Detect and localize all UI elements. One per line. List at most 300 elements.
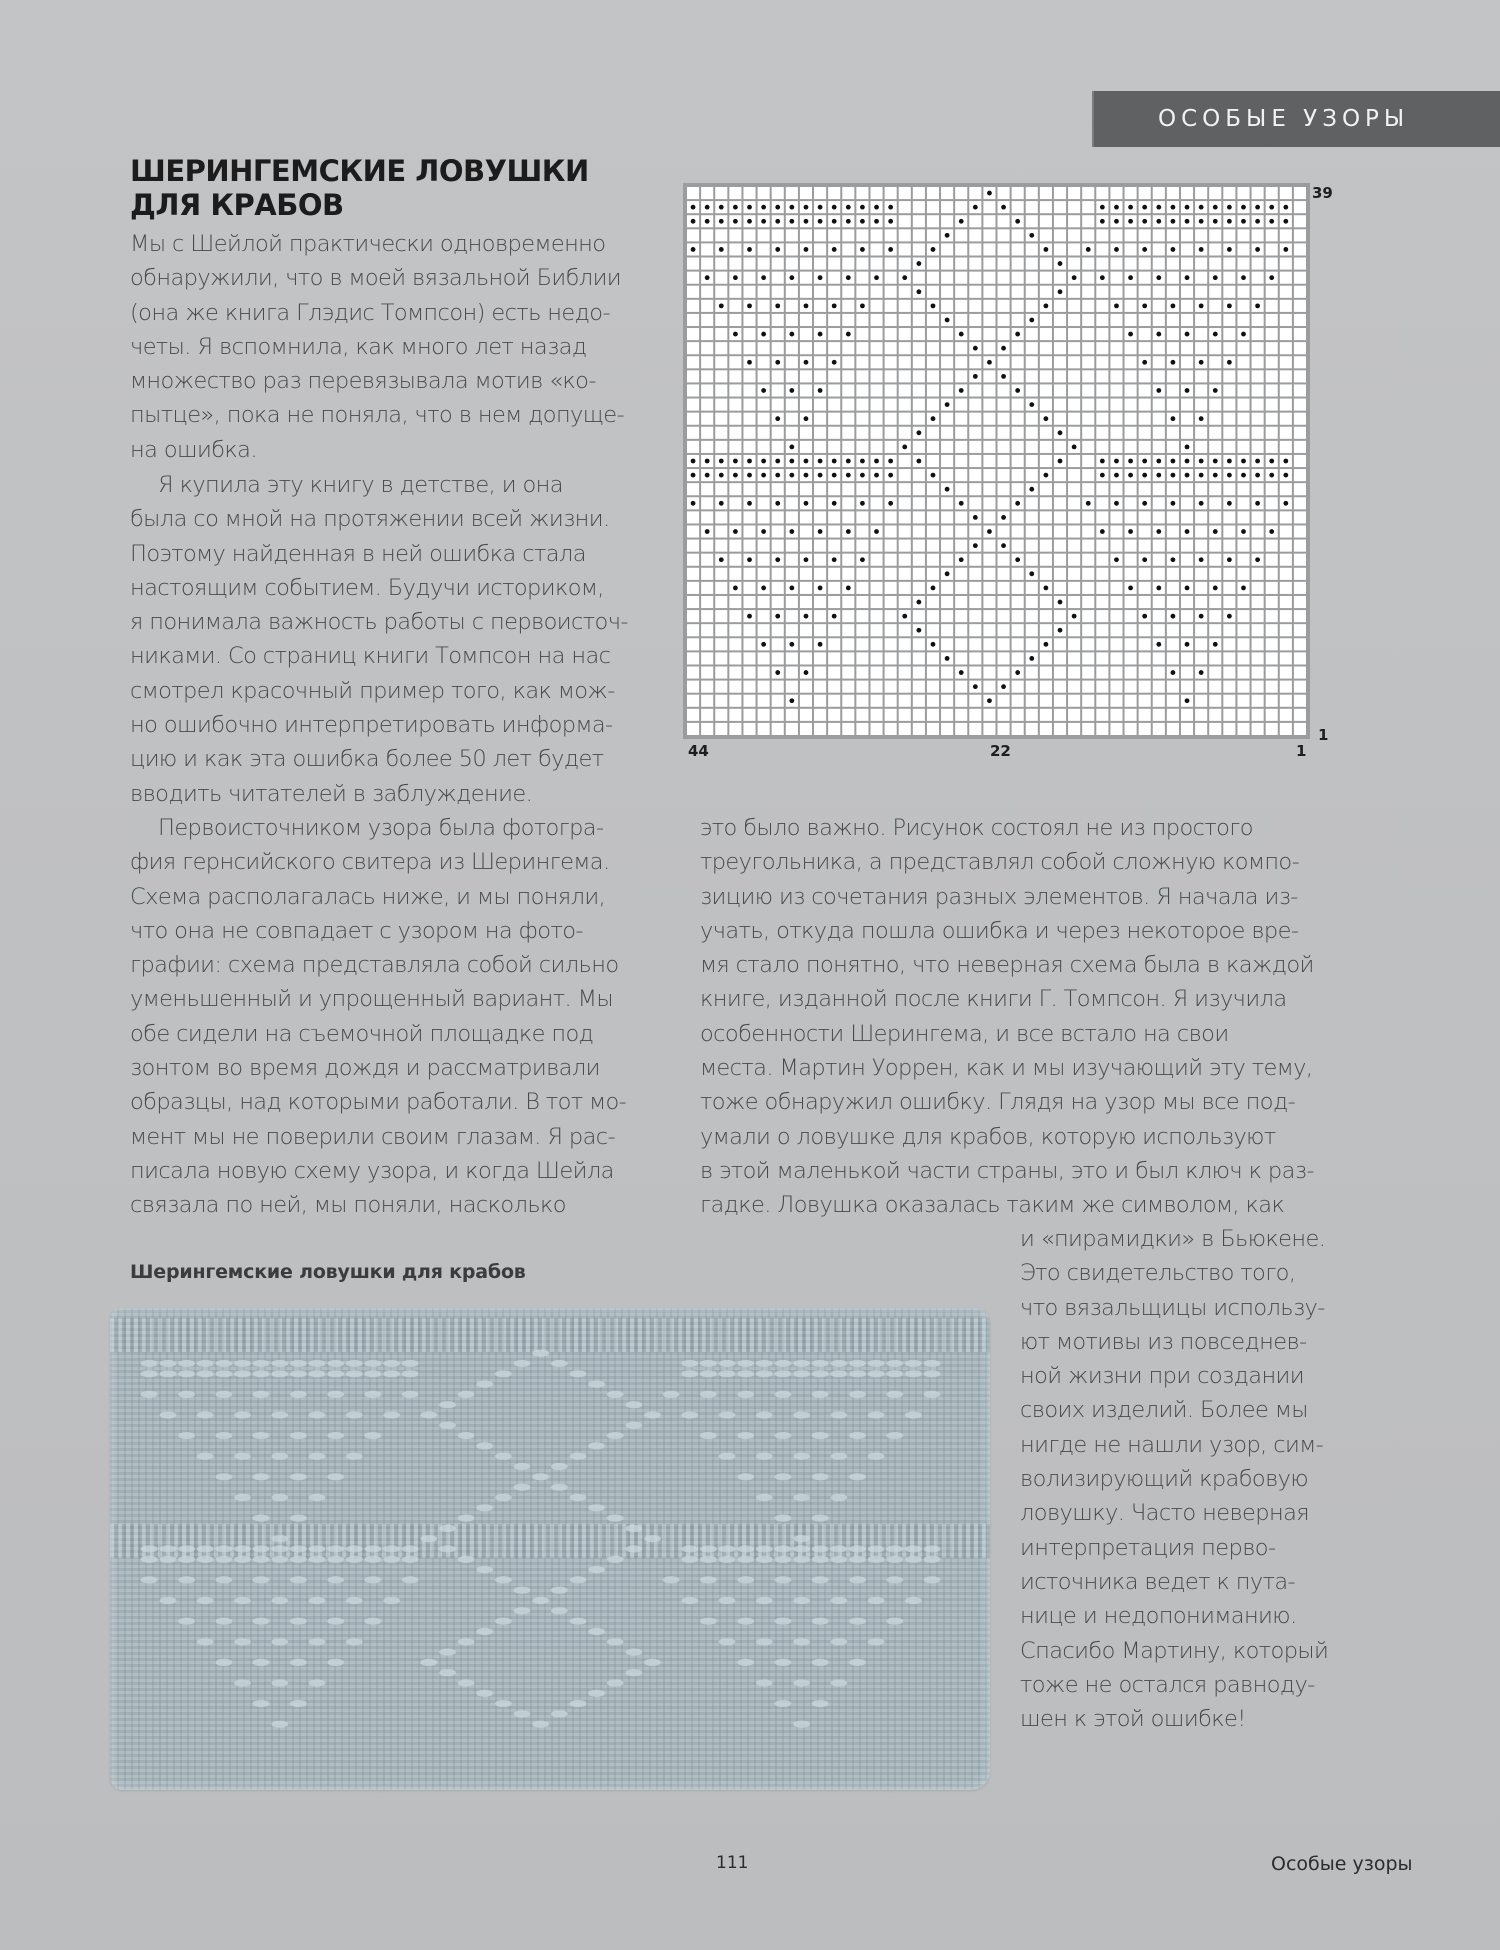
chart-cell <box>998 215 1010 227</box>
swatch-purl-bump <box>290 1515 307 1522</box>
text-line: связала по ней, мы поняли, насколько <box>130 1192 566 1219</box>
swatch-purl-bump <box>812 1473 829 1480</box>
chart-cell <box>856 511 868 523</box>
chart-cell <box>1237 652 1249 664</box>
chart-cell <box>1096 258 1108 270</box>
purl-dot <box>733 529 738 534</box>
chart-cell <box>1139 596 1151 608</box>
purl-dot <box>1001 515 1006 520</box>
text-line: четы. Я вспомнила, как много лет назад <box>130 333 587 360</box>
purl-dot <box>973 374 978 379</box>
chart-cell <box>1167 681 1179 693</box>
chart-cell <box>1294 455 1306 467</box>
chart-cell <box>913 723 925 735</box>
purl-dot <box>775 459 780 464</box>
chart-cell <box>1040 370 1052 382</box>
chart-cell <box>1012 681 1024 693</box>
chart-cell <box>701 187 713 199</box>
swatch-purl-bump <box>309 1453 326 1460</box>
swatch-purl-bump <box>178 1432 195 1439</box>
chart-cell <box>856 596 868 608</box>
chart-cell <box>1294 624 1306 636</box>
chart-cell <box>1040 596 1052 608</box>
chart-cell <box>1252 695 1264 707</box>
swatch-purl-bump <box>271 1494 288 1501</box>
chart-cell <box>743 596 755 608</box>
text-line: писала новую схему узора, и когда Шейла <box>130 1157 614 1184</box>
swatch-purl-bump <box>831 1638 848 1645</box>
chart-cell <box>870 328 882 340</box>
chart-cell <box>687 681 699 693</box>
chart-cell <box>1223 652 1235 664</box>
chart-cell <box>969 709 981 721</box>
chart-cell <box>1125 243 1137 255</box>
chart-cell <box>1082 215 1094 227</box>
chart-cell <box>1139 370 1151 382</box>
chart-cell <box>800 187 812 199</box>
chart-cell <box>715 370 727 382</box>
chart-cell <box>1139 709 1151 721</box>
chart-cell <box>885 427 897 439</box>
purl-dot <box>1114 219 1119 224</box>
chart-cell <box>870 666 882 678</box>
chart-cell <box>1054 497 1066 509</box>
purl-dot <box>804 557 809 562</box>
chart-cell <box>913 709 925 721</box>
chart-cell <box>885 272 897 284</box>
swatch-purl-bump <box>365 1545 382 1552</box>
swatch-purl-bump <box>178 1391 195 1398</box>
chart-cell <box>1040 624 1052 636</box>
chart-cell <box>941 497 953 509</box>
chart-cell <box>885 596 897 608</box>
swatch-purl-bump <box>626 1401 643 1408</box>
chart-cell <box>842 483 854 495</box>
chart-cell <box>1026 356 1038 368</box>
chart-cell <box>955 652 967 664</box>
chart-cell <box>955 399 967 411</box>
swatch-purl-bump <box>551 1360 568 1367</box>
chart-cell <box>1153 229 1165 241</box>
purl-dot <box>1058 289 1063 294</box>
chart-cell <box>1082 229 1094 241</box>
text-line: треугольника, а представлял собой сложную компо- <box>700 849 1300 876</box>
chart-cell <box>1068 511 1080 523</box>
chart-cell <box>758 314 770 326</box>
swatch-purl-bump <box>383 1556 400 1563</box>
chart-cell <box>1252 638 1264 650</box>
chart-cell <box>1280 328 1292 340</box>
chart-cell <box>1139 314 1151 326</box>
chart-cell <box>998 328 1010 340</box>
chart-cell <box>927 483 939 495</box>
purl-dot <box>1199 360 1204 365</box>
chart-cell <box>800 596 812 608</box>
chart-cell <box>1153 554 1165 566</box>
chart-cell <box>885 314 897 326</box>
chart-cell <box>1195 638 1207 650</box>
swatch-purl-bump <box>700 1618 717 1625</box>
row-label-bottom: 1 <box>1318 726 1329 744</box>
chart-cell <box>1125 314 1137 326</box>
purl-dot <box>1269 219 1274 224</box>
chart-cell <box>1125 370 1137 382</box>
section-tab <box>1092 91 1500 147</box>
text-line: смотрел красочный пример того, как мож- <box>130 677 615 704</box>
chart-cell <box>899 582 911 594</box>
chart-cell <box>1153 596 1165 608</box>
chart-cell <box>1153 681 1165 693</box>
chart-cell <box>1054 441 1066 453</box>
chart-cell <box>1195 681 1207 693</box>
chart-cell <box>927 201 939 213</box>
chart-cell <box>687 525 699 537</box>
chart-cell <box>1167 638 1179 650</box>
chart-cell <box>828 525 840 537</box>
chart-cell <box>1181 229 1193 241</box>
chart-cell <box>715 511 727 523</box>
chart-cell <box>969 483 981 495</box>
chart-cell <box>941 413 953 425</box>
swatch-purl-bump <box>160 1411 177 1418</box>
chart-cell <box>687 666 699 678</box>
chart-cell <box>786 399 798 411</box>
chart-cell <box>800 709 812 721</box>
chart-cell <box>842 695 854 707</box>
chart-cell <box>1110 427 1122 439</box>
swatch-purl-bump <box>905 1411 922 1418</box>
purl-dot <box>1001 205 1006 210</box>
chart-cell <box>885 540 897 552</box>
chart-cell <box>772 582 784 594</box>
purl-dot <box>691 501 696 506</box>
chart-cell <box>1125 596 1137 608</box>
chart-cell <box>1223 666 1235 678</box>
chart-cell <box>870 399 882 411</box>
chart-cell <box>1082 469 1094 481</box>
swatch-purl-bump <box>197 1638 214 1645</box>
chart-cell <box>1153 370 1165 382</box>
chart-cell <box>1195 286 1207 298</box>
swatch-purl-bump <box>812 1360 829 1367</box>
chart-cell <box>1082 540 1094 552</box>
chart-cell <box>899 497 911 509</box>
chart-cell <box>899 511 911 523</box>
swatch-purl-bump <box>439 1649 456 1656</box>
chart-cell <box>1223 229 1235 241</box>
swatch-purl-bump <box>476 1690 493 1697</box>
purl-dot <box>804 360 809 365</box>
purl-dot <box>1199 614 1204 619</box>
chart-cell <box>1096 370 1108 382</box>
chart-cell <box>729 723 741 735</box>
chart-cell <box>1026 540 1038 552</box>
chart-cell <box>1294 540 1306 552</box>
chart-cell <box>870 568 882 580</box>
purl-dot <box>691 473 696 478</box>
chart-cell <box>899 215 911 227</box>
chart-cell <box>927 497 939 509</box>
chart-cell <box>1110 272 1122 284</box>
chart-cell <box>856 709 868 721</box>
chart-cell <box>927 328 939 340</box>
swatch-purl-bump <box>514 1484 531 1491</box>
chart-cell <box>1223 483 1235 495</box>
purl-dot <box>1269 529 1274 534</box>
text-line: ловушку. Часто неверная <box>1020 1500 1309 1527</box>
chart-cell <box>687 370 699 382</box>
chart-cell <box>927 384 939 396</box>
chart-cell <box>998 652 1010 664</box>
chart-cell <box>1068 258 1080 270</box>
swatch-purl-bump <box>514 1463 531 1470</box>
purl-dot <box>719 205 724 210</box>
purl-dot <box>789 332 794 337</box>
chart-cell <box>1110 666 1122 678</box>
chart-cell <box>1167 286 1179 298</box>
chart-cell <box>998 666 1010 678</box>
chart-cell <box>1223 511 1235 523</box>
purl-dot <box>1128 529 1133 534</box>
chart-cell <box>885 286 897 298</box>
swatch-purl-bump <box>570 1700 587 1707</box>
chart-cell <box>1280 666 1292 678</box>
chart-cell <box>1167 187 1179 199</box>
purl-dot <box>761 642 766 647</box>
chart-cell <box>701 652 713 664</box>
purl-dot <box>775 247 780 252</box>
chart-cell <box>899 638 911 650</box>
purl-dot <box>832 360 837 365</box>
chart-cell <box>786 652 798 664</box>
chart-cell <box>772 525 784 537</box>
purl-dot <box>1213 459 1218 464</box>
chart-cell <box>1012 695 1024 707</box>
purl-dot <box>1100 219 1105 224</box>
purl-dot <box>719 303 724 308</box>
chart-cell <box>885 384 897 396</box>
chart-cell <box>1068 709 1080 721</box>
chart-cell <box>1068 525 1080 537</box>
chart-cell <box>729 568 741 580</box>
chart-cell <box>1252 483 1264 495</box>
chart-cell <box>983 483 995 495</box>
chart-cell <box>1266 483 1278 495</box>
swatch-purl-bump <box>439 1669 456 1676</box>
swatch-purl-bump <box>290 1556 307 1563</box>
swatch-purl-bump <box>626 1525 643 1532</box>
chart-cell <box>983 258 995 270</box>
chart-cell <box>1153 666 1165 678</box>
purl-dot <box>973 515 978 520</box>
purl-dot <box>1114 473 1119 478</box>
purl-dot <box>832 459 837 464</box>
chart-cell <box>828 286 840 298</box>
swatch-purl-bump <box>495 1700 512 1707</box>
chart-cell <box>1280 413 1292 425</box>
chart-cell <box>743 525 755 537</box>
purl-dot <box>1227 473 1232 478</box>
chart-cell <box>1082 582 1094 594</box>
chart-cell <box>969 356 981 368</box>
chart-cell <box>1125 540 1137 552</box>
swatch-purl-bump <box>327 1545 344 1552</box>
swatch-purl-bump <box>253 1556 270 1563</box>
purl-dot <box>789 205 794 210</box>
swatch-purl-bump <box>346 1370 363 1377</box>
chart-cell <box>1153 723 1165 735</box>
swatch-purl-bump <box>178 1360 195 1367</box>
chart-cell <box>941 201 953 213</box>
chart-cell <box>758 540 770 552</box>
chart-cell <box>1026 413 1038 425</box>
purl-dot <box>1044 642 1049 647</box>
chart-cell <box>1294 229 1306 241</box>
chart-cell <box>1125 384 1137 396</box>
swatch-purl-bump <box>421 1659 438 1666</box>
chart-cell <box>1026 342 1038 354</box>
purl-dot <box>1044 416 1049 421</box>
chart-cell <box>1110 229 1122 241</box>
swatch-purl-bump <box>532 1597 549 1604</box>
purl-dot <box>1213 586 1218 591</box>
chart-cell <box>715 596 727 608</box>
chart-cell <box>800 370 812 382</box>
chart-cell <box>969 413 981 425</box>
purl-dot <box>775 670 780 675</box>
chart-cell <box>687 272 699 284</box>
swatch-purl-bump <box>383 1597 400 1604</box>
swatch-purl-bump <box>290 1700 307 1707</box>
chart-cell <box>856 681 868 693</box>
swatch-purl-bump <box>663 1391 680 1398</box>
chart-cell <box>701 596 713 608</box>
chart-cell <box>729 610 741 622</box>
purl-dot <box>832 247 837 252</box>
chart-cell <box>969 638 981 650</box>
chart-cell <box>913 384 925 396</box>
swatch-purl-bump <box>737 1556 754 1563</box>
purl-dot <box>1058 459 1063 464</box>
swatch-purl-bump <box>868 1370 885 1377</box>
swatch-purl-bump <box>141 1545 158 1552</box>
chart-cell <box>1026 525 1038 537</box>
chart-cell <box>1040 272 1052 284</box>
chart-cell <box>998 624 1010 636</box>
purl-dot <box>1015 388 1020 393</box>
chart-cell <box>969 300 981 312</box>
chart-cell <box>983 370 995 382</box>
purl-dot <box>888 459 893 464</box>
swatch-purl-bump <box>737 1370 754 1377</box>
swatch-purl-bump <box>365 1556 382 1563</box>
chart-cell <box>743 413 755 425</box>
text-line: гадке. Ловушка оказалась таким же символом, как <box>700 1192 1285 1219</box>
chart-cell <box>1209 229 1221 241</box>
chart-cell <box>969 229 981 241</box>
swatch-purl-bump <box>253 1432 270 1439</box>
purl-dot <box>705 219 710 224</box>
chart-cell <box>1096 497 1108 509</box>
chart-cell <box>772 272 784 284</box>
chart-cell <box>1012 201 1024 213</box>
chart-cell <box>1153 483 1165 495</box>
purl-dot <box>818 473 823 478</box>
swatch-purl-bump <box>327 1576 344 1583</box>
chart-cell <box>1082 709 1094 721</box>
chart-cell <box>814 497 826 509</box>
chart-cell <box>743 540 755 552</box>
swatch-purl-bump <box>626 1422 643 1429</box>
chart-cell <box>687 427 699 439</box>
chart-cell <box>758 596 770 608</box>
chart-cell <box>1167 695 1179 707</box>
chart-cell <box>1096 342 1108 354</box>
row-label-top: 39 <box>1312 184 1333 202</box>
chart-cell <box>842 413 854 425</box>
swatch-purl-bump <box>849 1556 866 1563</box>
chart-cell <box>998 483 1010 495</box>
text-line: Это свидетельство того, <box>1020 1260 1296 1287</box>
chart-cell <box>1280 596 1292 608</box>
chart-cell <box>1153 610 1165 622</box>
chart-cell <box>1068 201 1080 213</box>
purl-dot <box>1128 332 1133 337</box>
chart-cell <box>856 638 868 650</box>
purl-dot <box>1015 670 1020 675</box>
swatch-purl-bump <box>458 1556 475 1563</box>
chart-cell <box>1096 328 1108 340</box>
chart-cell <box>1167 272 1179 284</box>
chart-cell <box>1181 243 1193 255</box>
chart-cell <box>870 596 882 608</box>
chart-cell <box>701 314 713 326</box>
chart-cell <box>1280 610 1292 622</box>
chart-cell <box>1181 314 1193 326</box>
chart-cell <box>687 723 699 735</box>
chart-cell <box>1223 709 1235 721</box>
chart-cell <box>885 652 897 664</box>
chart-cell <box>729 624 741 636</box>
purl-dot <box>846 529 851 534</box>
purl-dot <box>775 501 780 506</box>
chart-cell <box>814 370 826 382</box>
chart-cell <box>1209 497 1221 509</box>
chart-cell <box>1252 525 1264 537</box>
chart-cell <box>1266 356 1278 368</box>
chart-cell <box>786 554 798 566</box>
chart-cell <box>1209 187 1221 199</box>
purl-dot <box>733 205 738 210</box>
chart-cell <box>983 243 995 255</box>
purl-dot <box>860 459 865 464</box>
chart-cell <box>743 384 755 396</box>
purl-dot <box>987 360 992 365</box>
chart-cell <box>870 413 882 425</box>
chart-cell <box>1252 511 1264 523</box>
chart-cell <box>969 554 981 566</box>
swatch-purl-bump <box>365 1360 382 1367</box>
chart-cell <box>913 201 925 213</box>
chart-cell <box>927 215 939 227</box>
swatch-purl-bump <box>812 1545 829 1552</box>
purl-dot <box>987 529 992 534</box>
chart-cell <box>842 370 854 382</box>
chart-cell <box>885 511 897 523</box>
swatch-purl-bump <box>588 1566 605 1573</box>
purl-dot <box>1255 473 1260 478</box>
purl-dot <box>1213 205 1218 210</box>
